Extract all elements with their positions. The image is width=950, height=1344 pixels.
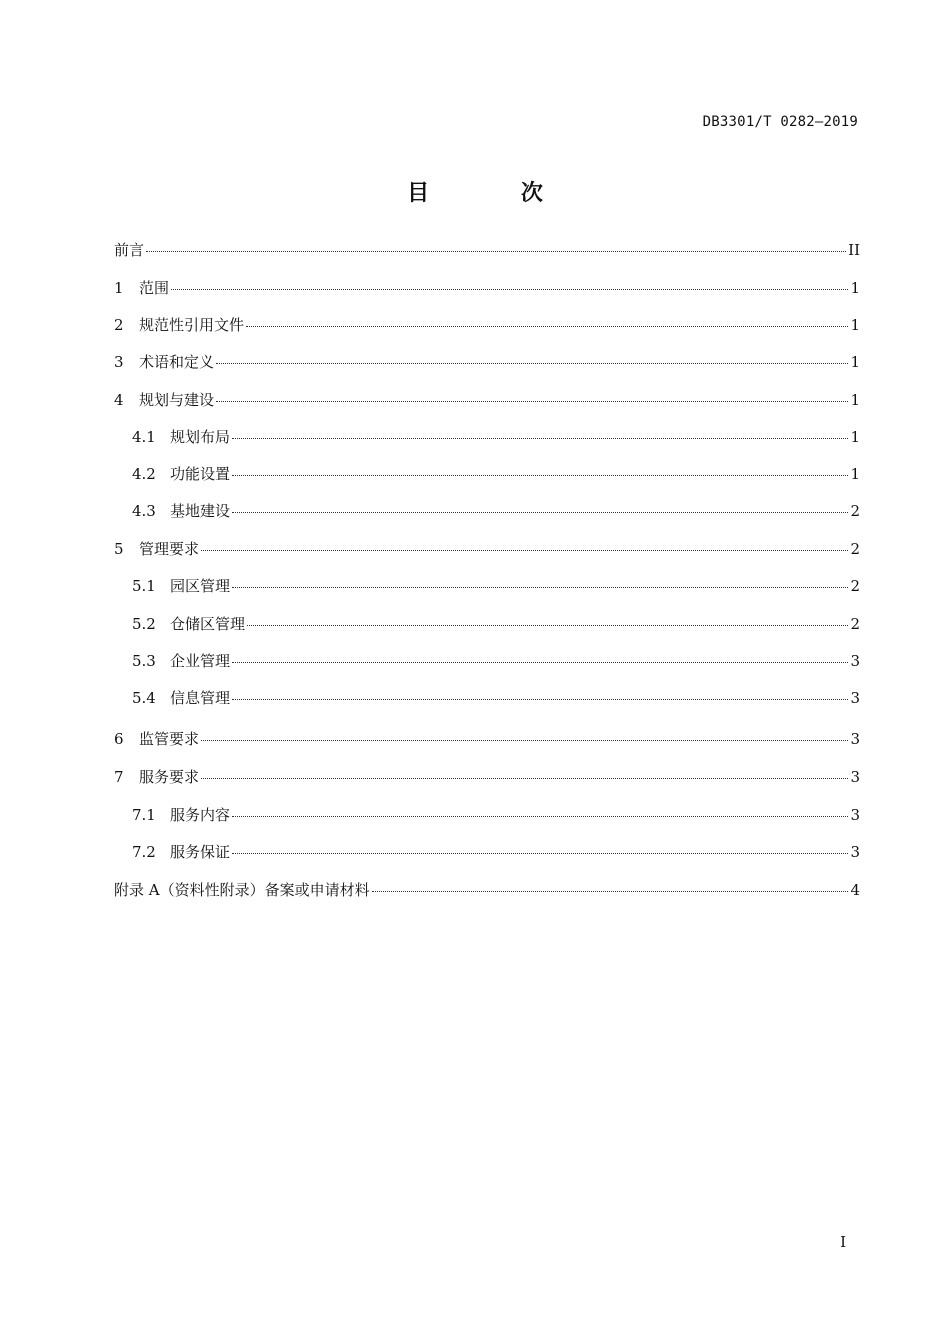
toc-title: 目 次	[407, 181, 585, 206]
toc-dot-leader	[216, 363, 848, 364]
toc-entry[interactable]	[132, 575, 860, 597]
toc-entry-page: 1	[850, 465, 860, 483]
toc-entry-number: 5	[114, 540, 124, 558]
toc-entry[interactable]	[114, 351, 860, 373]
document-code: DB3301/T 0282—2019	[702, 114, 858, 130]
toc-dot-leader	[232, 816, 848, 817]
toc-entry-page: 2	[850, 577, 860, 595]
toc-dot-leader	[246, 326, 848, 327]
toc-entry[interactable]	[132, 426, 860, 448]
toc-dot-leader	[146, 251, 846, 252]
toc-entry-page: 3	[850, 652, 860, 670]
toc-entry-label: 规范性引用文件	[139, 316, 245, 334]
toc-entry[interactable]	[114, 879, 860, 901]
toc-entry[interactable]	[132, 650, 860, 672]
toc-entry-page: 2	[850, 502, 860, 520]
toc-entry-number: 5.2	[132, 615, 156, 633]
toc-entry-label: 管理要求	[139, 540, 200, 558]
toc-entry-label: 服务要求	[139, 768, 200, 786]
toc-entry-page: 1	[850, 353, 860, 371]
toc-dot-leader	[232, 587, 848, 588]
toc-entry-page: 2	[850, 540, 860, 558]
toc-entry-number: 1	[114, 279, 124, 297]
toc-entry-number: 4.1	[132, 428, 156, 446]
toc-entry[interactable]	[114, 389, 860, 411]
toc-entry[interactable]	[132, 841, 860, 863]
toc-entry-label: 范围	[139, 279, 170, 297]
toc-dot-leader	[232, 512, 848, 513]
toc-dot-leader	[232, 662, 848, 663]
toc-entry[interactable]	[132, 804, 860, 826]
toc-entry-label: 前言	[114, 241, 145, 259]
toc-entry-page: 3	[850, 806, 860, 824]
toc-entry-label: 规划与建设	[139, 391, 215, 409]
toc-entry-number: 2	[114, 316, 124, 334]
toc-entry-label: 功能设置	[170, 465, 231, 483]
toc-entry-page: 2	[850, 615, 860, 633]
toc-entry-label: 服务保证	[170, 843, 231, 861]
toc-entry-number: 4	[114, 391, 124, 409]
toc-entry-page: 1	[850, 428, 860, 446]
toc-entry-page: 1	[850, 279, 860, 297]
toc-entry-label: 企业管理	[170, 652, 231, 670]
toc-entry-label: 基地建设	[170, 502, 231, 520]
toc-entry[interactable]	[114, 277, 860, 299]
toc-dot-leader	[171, 289, 848, 290]
toc-entry-number: 4.2	[132, 465, 156, 483]
toc-entry[interactable]	[114, 314, 860, 336]
toc-entry-page: 3	[850, 730, 860, 748]
toc-entry[interactable]	[132, 500, 860, 522]
toc-entry-page: 3	[850, 689, 860, 707]
toc-entry-label: 附录 A（资料性附录）备案或申请材料	[114, 881, 370, 899]
toc-dot-leader	[201, 778, 848, 779]
toc-entry-number: 5.1	[132, 577, 156, 595]
page-number: I	[840, 1233, 846, 1251]
toc-entry-page: 1	[850, 391, 860, 409]
toc-entry-page: 3	[850, 843, 860, 861]
toc-dot-leader	[232, 475, 848, 476]
toc-entry[interactable]	[132, 687, 860, 709]
toc-entry[interactable]	[114, 239, 860, 261]
toc-entry-label: 服务内容	[170, 806, 231, 824]
toc-entry-number: 7.1	[132, 806, 156, 824]
toc-entry-number: 4.3	[132, 502, 156, 520]
toc-dot-leader	[372, 891, 849, 892]
toc-dot-leader	[232, 853, 848, 854]
toc-entry-page: 4	[850, 881, 860, 899]
toc-entry-label: 规划布局	[170, 428, 231, 446]
toc-entry[interactable]	[114, 766, 860, 788]
toc-entry-page: II	[848, 241, 860, 259]
toc-entry[interactable]	[132, 463, 860, 485]
toc-dot-leader	[216, 401, 848, 402]
toc-dot-leader	[232, 699, 848, 700]
toc-entry-label: 信息管理	[170, 689, 231, 707]
toc-entry-number: 5.4	[132, 689, 156, 707]
toc-entry-number: 7	[114, 768, 124, 786]
toc-entry-number: 7.2	[132, 843, 156, 861]
toc-entry-number: 3	[114, 353, 124, 371]
toc-dot-leader	[201, 740, 848, 741]
toc-entry-number: 6	[114, 730, 124, 748]
toc-dot-leader	[247, 625, 848, 626]
toc-entry-label: 术语和定义	[139, 353, 215, 371]
toc-dot-leader	[201, 550, 848, 551]
toc-entry-page: 3	[850, 768, 860, 786]
toc-entry-label: 仓储区管理	[170, 615, 246, 633]
toc-entry[interactable]	[114, 538, 860, 560]
toc-entry-label: 园区管理	[170, 577, 231, 595]
toc-entry[interactable]	[114, 728, 860, 750]
toc-entry-page: 1	[850, 316, 860, 334]
toc-entry-number: 5.3	[132, 652, 156, 670]
toc-entry[interactable]	[132, 613, 860, 635]
toc-entry-label: 监管要求	[139, 730, 200, 748]
toc-dot-leader	[232, 438, 848, 439]
